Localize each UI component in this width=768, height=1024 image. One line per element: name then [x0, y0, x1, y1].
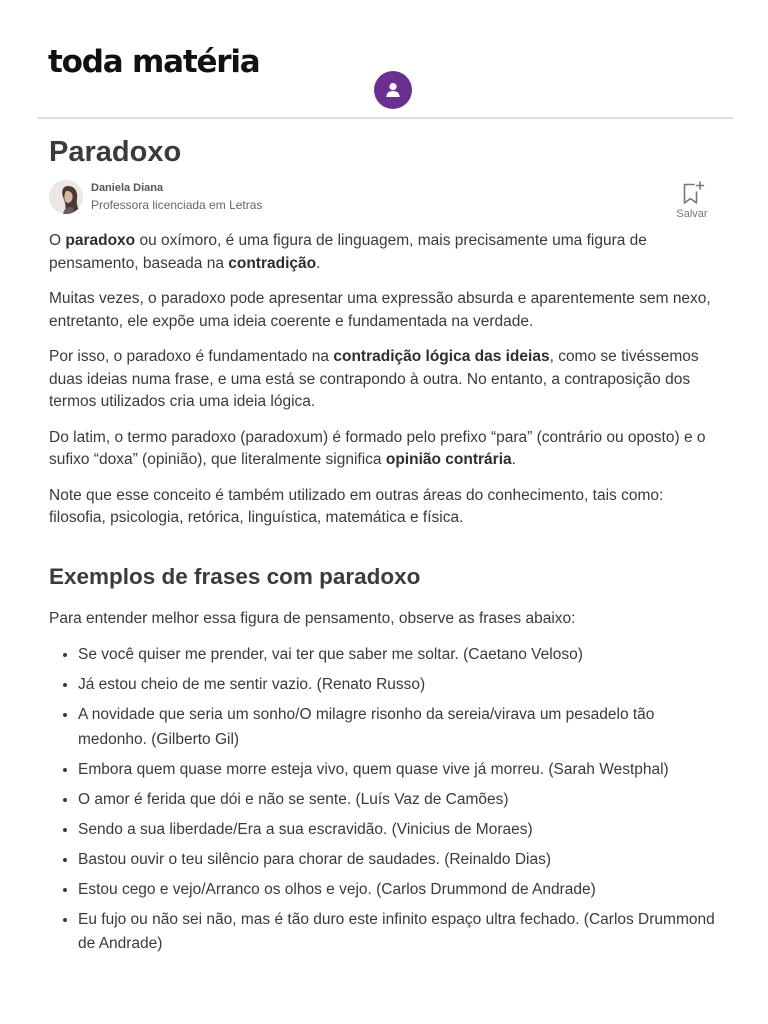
- author-role: Professora licenciada em Letras: [91, 198, 263, 212]
- text-run: Do latim, o termo paradoxo (paradoxum) é formado pelo prefixo “para” (contrário ou oposto) e o sufixo “doxa” (opinião), que literalmente significa: [49, 428, 706, 468]
- text-run: Muitas vezes, o paradoxo pode apresentar uma expressão absurda e aparentemente sem nexo, entretanto, ele expõe uma ideia coerente e fundamentada na verdade.: [49, 290, 711, 330]
- site-logo[interactable]: toda matéria: [48, 44, 260, 80]
- text-run: ou oxímoro, é uma figura de linguagem, mais precisamente uma figura de pensamento, baseada na: [49, 232, 647, 272]
- section-heading: Exemplos de frases com paradoxo: [49, 563, 421, 589]
- text-run: Note que esse conceito é também utilizado em outras áreas do conhecimento, tais como: filosofia, psicologia, retórica, linguística, matemática e física.: [49, 486, 664, 526]
- text-run: Por isso, o paradoxo é fundamentado na: [49, 348, 334, 365]
- bold-term: paradoxo: [65, 232, 136, 249]
- article-body: [49, 230, 719, 962]
- example-item: • Se você quiser me prender, vai ter que saber me soltar. (Caetano Veloso): [78, 643, 719, 668]
- article-paragraph: [49, 288, 719, 333]
- site-header: [0, 0, 768, 120]
- bold-term: contradição lógica das ideias: [333, 348, 550, 365]
- text-run: , como se tivéssemos duas ideias numa frase, e uma está se contrapondo à outra. No entanto, a contraposição dos termos utilizados cria uma ideia lógica.: [49, 348, 699, 410]
- save-label: Salvar: [676, 208, 708, 220]
- bold-term: opinião contrária: [385, 451, 512, 468]
- example-item: • Já estou cheio de me sentir vazio. (Renato Russo): [78, 673, 719, 698]
- user-icon: [384, 81, 402, 99]
- page-title: Paradoxo: [49, 136, 182, 168]
- author-block: [49, 180, 349, 216]
- article-paragraph: [49, 485, 719, 530]
- example-item: • Sendo a sua liberdade/Era a sua escravidão. (Vinicius de Moraes): [78, 818, 719, 843]
- article-paragraphs: [49, 230, 719, 530]
- user-account-button[interactable]: [374, 71, 412, 109]
- example-item: • Bastou ouvir o teu silêncio para chorar de saudades. (Reinaldo Dias): [78, 848, 719, 873]
- example-item: • Estou cego e vejo/Arranco os olhos e vejo. (Carlos Drummond de Andrade): [78, 878, 719, 903]
- author-avatar[interactable]: [49, 180, 83, 214]
- section-intro: Para entender melhor essa figura de pensamento, observe as frases abaixo:: [49, 609, 576, 627]
- text-run: O: [49, 232, 66, 249]
- author-name[interactable]: Daniela Diana: [91, 182, 164, 194]
- example-item: • Eu fujo ou não sei não, mas é tão duro este infinito espaço ultra fechado. (Carlos Drummond de Andrade): [78, 908, 719, 957]
- text-run: .: [316, 254, 321, 272]
- text-run: .: [511, 451, 516, 468]
- article-paragraph: [49, 346, 719, 414]
- examples-list: [49, 643, 719, 957]
- save-button[interactable]: [670, 180, 714, 224]
- bookmark-add-icon: [679, 180, 705, 206]
- example-item: • A novidade que seria um sonho/O milagre risonho da sereia/virava um pesadelo tão medonho. (Gilberto Gil): [78, 703, 719, 752]
- example-item: • Embora quem quase morre esteja vivo, quem quase vive já morreu. (Sarah Westphal): [78, 758, 719, 783]
- article-paragraph: [49, 230, 719, 275]
- example-item: • O amor é ferida que dói e não se sente. (Luís Vaz de Camões): [78, 788, 719, 813]
- header-divider: [38, 117, 734, 119]
- bold-term: contradição: [228, 254, 317, 272]
- article-paragraph: [49, 427, 719, 472]
